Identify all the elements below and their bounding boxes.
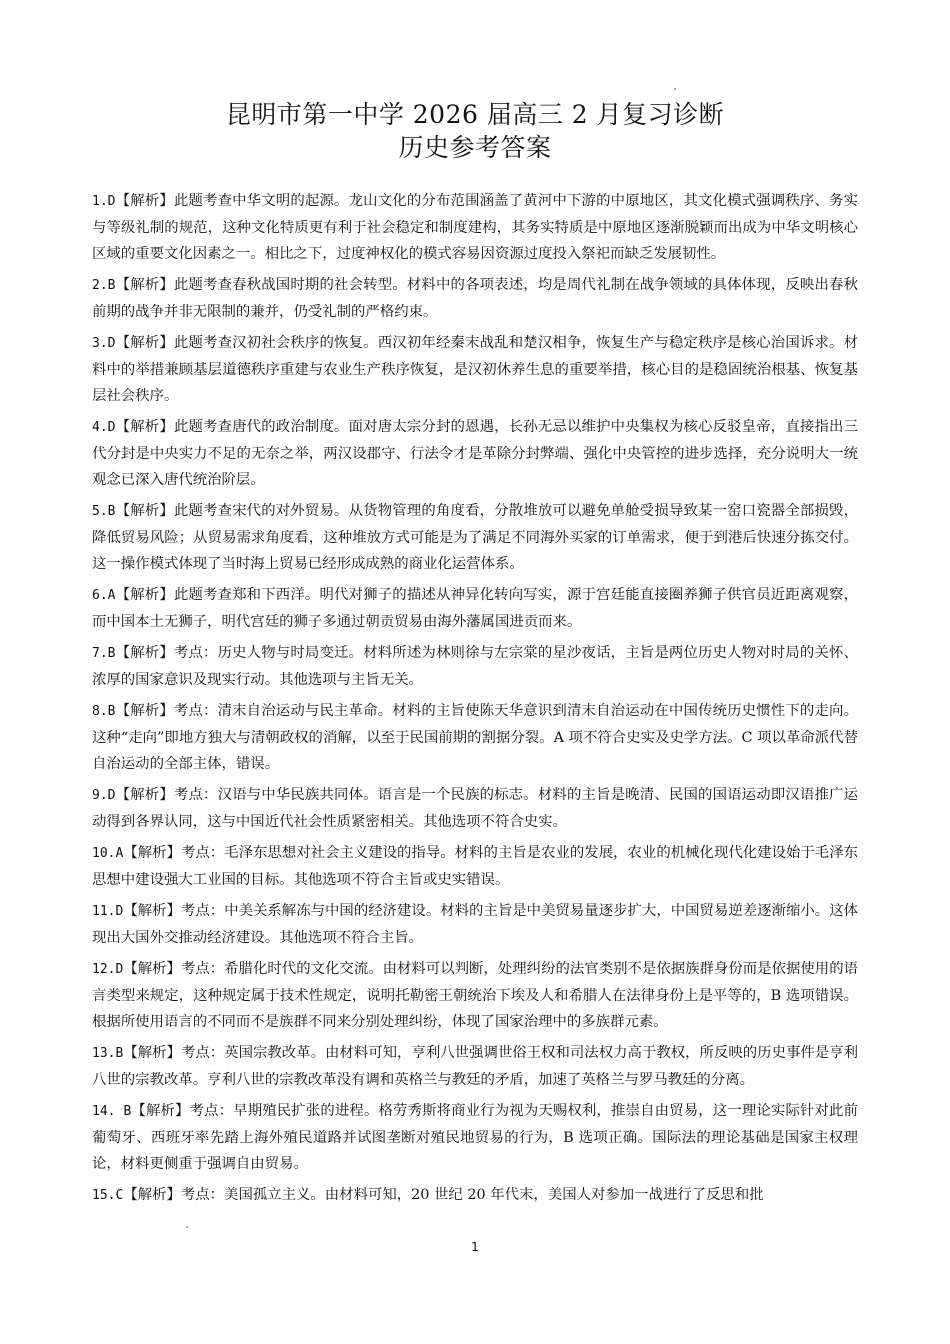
answer-number: 7.B: [92, 646, 116, 661]
answer-list: [92, 188, 858, 1214]
answer-number: 14. B: [92, 1104, 132, 1119]
answer-item: [92, 1040, 858, 1093]
answer-number: 6.A: [92, 588, 116, 603]
answer-explanation: 【解析】此题考查中华文明的起源。龙山文化的分布范围涵盖了黄河中下游的中原地区，其文化模式强调秩序、务实与等级礼制的规范，这种文化特质更有利于社会稳定和制度建构，其务实特质是中原地区逐渐脱颖而出成为中华文明核心区域的重要文化因素之一。相比之下，过度神权化的模式容易因资源过度投入祭祀而缺乏发展韧性。: [92, 193, 858, 262]
speck: [674, 88, 676, 90]
answer-number: 15.C: [92, 1188, 124, 1203]
answer-item: [92, 840, 858, 893]
answer-item: [92, 956, 858, 1035]
answer-item: [92, 414, 858, 493]
answer-explanation: 【解析】考点：早期殖民扩张的进程。格劳秀斯将商业行为视为天赐权利，推崇自由贸易，这一理论实际针对此前葡萄牙、西班牙率先踏上海外殖民道路并试图垄断对殖民地贸易的行为，B 选项正确。国际法的理论基础是国家主权理论，材料更侧重于强调自由贸易。: [92, 1103, 858, 1172]
answer-explanation: 【解析】此题考查郑和下西洋。明代对狮子的描述从神异化转向写实，源于宫廷能直接圈养狮子供官员近距离观察，而中国本土无狮子，明代宫廷的狮子多通过朝贡贸易由海外藩属国进贡而来。: [92, 587, 858, 630]
answer-item: [92, 1098, 858, 1177]
answer-explanation: 【解析】考点：中美关系解冻与中国的经济建设。材料的主旨是中美贸易量逐步扩大，中国贸易逆差逐渐缩小。这体现出大国外交推动经济建设。其他选项不符合主旨。: [92, 903, 858, 946]
answer-item: [92, 272, 858, 325]
answer-number: 12.D: [92, 962, 124, 977]
page-number: 1: [471, 1240, 479, 1254]
answer-explanation: 【解析】此题考查宋代的对外贸易。从货物管理的角度看，分散堆放可以避免单舱受损导致某一窑口瓷器全部损毁，降低贸易风险；从贸易需求角度看，这种堆放方式可能是为了满足不同海外买家的订单需求，便于到港后快速分拣交付。这一操作模式体现了当时海上贸易已经形成成熟的商业化运营体系。: [92, 503, 858, 572]
document-title: [0, 98, 950, 164]
answer-explanation: 【解析】考点：汉语与中华民族共同体。语言是一个民族的标志。材料的主旨是晚清、民国的国语运动即汉语推广运动得到各界认同，这与中国近代社会性质紧密相关。其他选项不符合史实。: [92, 787, 858, 830]
answer-number: 9.D: [92, 788, 116, 803]
answer-item: [92, 698, 858, 777]
answer-item: [92, 330, 858, 409]
answer-number: 5.B: [92, 504, 116, 519]
answer-explanation: 【解析】考点：清末自治运动与民主革命。材料的主旨使陈天华意识到清末自治运动在中国传统历史惯性下的走向。这种“走向”即地方独大与清朝政权的消解，以至于民国前期的割据分裂。A 项不符合史实及史学方法。C 项以革命派代替自治运动的全部主体，错误。: [92, 703, 858, 772]
answer-explanation: 【解析】此题考查春秋战国时期的社会转型。材料中的各项表述，均是周代礼制在战争领域的具体体现，反映出春秋前期的战争并非无限制的兼并，仍受礼制的严格约束。: [92, 277, 858, 320]
answer-item: [92, 782, 858, 835]
answer-number: 3.D: [92, 336, 116, 351]
answer-item: [92, 582, 858, 635]
answer-item: [92, 188, 858, 267]
answer-number: 13.B: [92, 1046, 124, 1061]
answer-explanation: 【解析】考点：英国宗教改革。由材料可知，亨利八世强调世俗王权和司法权力高于教权，所反映的历史事件是亨利八世的宗教改革。亨利八世的宗教改革没有调和英格兰与教廷的矛盾，加速了英格兰与罗马教廷的分离。: [92, 1045, 858, 1088]
answer-number: 2.B: [92, 278, 116, 293]
answer-number: 11.D: [92, 904, 124, 919]
answer-item: [92, 640, 858, 693]
answer-number: 1.D: [92, 194, 116, 209]
answer-explanation: 【解析】考点：历史人物与时局变迁。材料所述为林则徐与左宗棠的星沙夜话，主旨是两位历史人物对时局的关怀、浓厚的国家意识及现实行动。其他选项与主旨无关。: [92, 645, 858, 688]
answer-item: [92, 1182, 858, 1209]
answer-item: [92, 498, 858, 577]
answer-number: 8.B: [92, 704, 116, 719]
answer-number: 4.D: [92, 420, 116, 435]
answer-item: [92, 898, 858, 951]
title-line-subject: 历史参考答案: [398, 133, 552, 162]
answer-number: 10.A: [92, 846, 124, 861]
answer-explanation: 【解析】此题考查唐代的政治制度。面对唐太宗分封的恩遇，长孙无忌以维护中央集权为核心反驳皇帝，直接指出三代分封是中央实力不足的无奈之举，两汉设郡守、行法令才是革除分封弊端、强化中央管控的进步选择，充分说明大一统观念已深入唐代统治阶层。: [92, 419, 858, 488]
answer-explanation: 【解析】考点：毛泽东思想对社会主义建设的指导。材料的主旨是农业的发展，农业的机械化现代化建设始于毛泽东思想中建设强大工业国的目标。其他选项不符合主旨或史实错误。: [92, 845, 858, 888]
title-line-school: 昆明市第一中学 2026 届高三 2 月复习诊断: [225, 100, 725, 129]
speck: [186, 1226, 188, 1228]
answer-explanation: 【解析】此题考查汉初社会秩序的恢复。西汉初年经秦末战乱和楚汉相争，恢复生产与稳定秩序是核心治国诉求。材料中的举措兼顾基层道德秩序重建与农业生产秩序恢复，是汉初休养生息的重要举措，核心目的是稳固统治根基、恢复基层社会秩序。: [92, 335, 858, 404]
answer-explanation: 【解析】考点：美国孤立主义。由材料可知，20 世纪 20 年代末，美国人对参加一战进行了反思和批: [123, 1187, 764, 1203]
answer-explanation: 【解析】考点：希腊化时代的文化交流。由材料可以判断，处理纠纷的法官类别不是依据族群身份而是依据使用的语言类型来规定，这种规定属于技术性规定，说明托勒密王朝统治下埃及人和希腊人在法律身份上是平等的，B 选项错误。根据所使用语言的不同而不是族群不同来分别处理纠纷，体现了国家治理中的多族群元素。: [92, 961, 858, 1030]
